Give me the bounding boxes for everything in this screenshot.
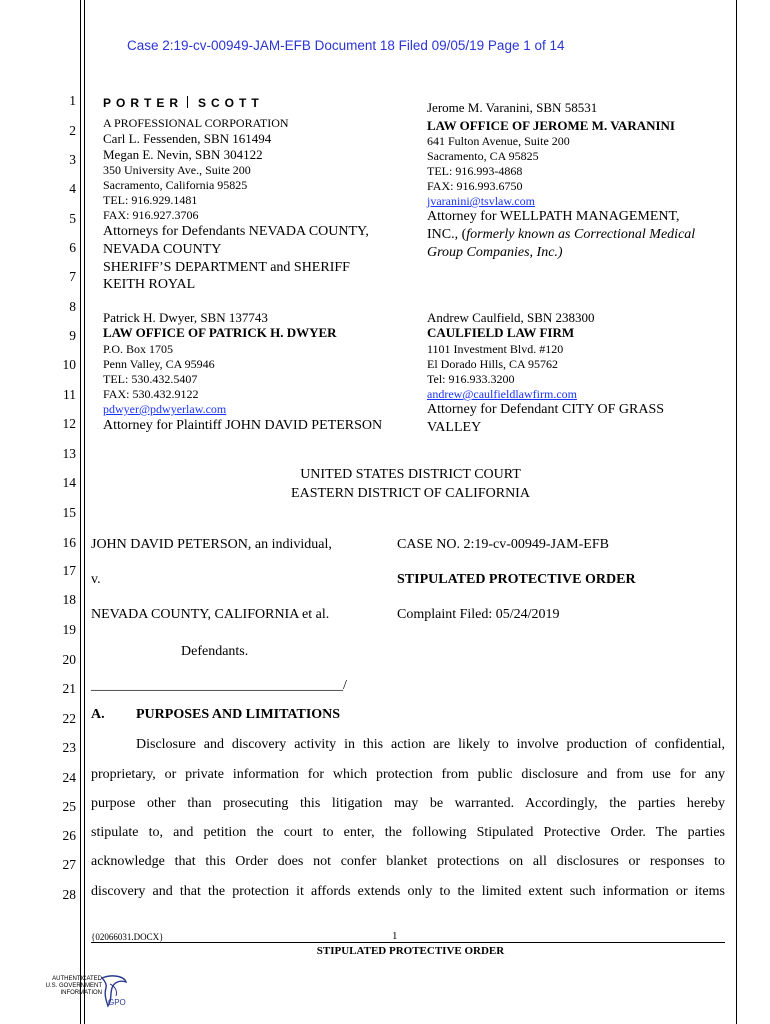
representation-line	[427, 227, 695, 243]
firm-name: LAW OFFICE OF PATRICK H. DWYER	[103, 325, 337, 340]
attorney-name: Jerome M. Varanini, SBN 58531	[427, 100, 598, 115]
document-title: STIPULATED PROTECTIVE ORDER	[397, 572, 636, 587]
line-number: 4	[69, 181, 76, 196]
representation-line: SHERIFF’S DEPARTMENT and SHERIFF	[103, 260, 350, 275]
section-heading: PURPOSES AND LIMITATIONS	[136, 707, 341, 722]
line-number: 6	[69, 240, 76, 255]
email-link[interactable]: pdwyer@pdwyerlaw.com	[103, 402, 227, 416]
line-number: 8	[69, 299, 76, 314]
firm-type: A PROFESSIONAL CORPORATION	[103, 116, 289, 130]
case-header: Case 2:19-cv-00949-JAM-EFB Document 18 Filed 09/05/19 Page 1 of 14	[127, 38, 565, 53]
firm-name: CAULFIELD LAW FIRM	[427, 325, 575, 340]
page-number: 1	[392, 930, 398, 942]
firm-logo-divider	[187, 96, 188, 108]
line-number: 14	[62, 475, 76, 490]
case-number: CASE NO. 2:19-cv-00949-JAM-EFB	[397, 537, 609, 552]
address-line: Sacramento, California 95825	[103, 178, 248, 192]
versus: v.	[91, 572, 101, 587]
defendant-name: NEVADA COUNTY, CALIFORNIA et al.	[91, 607, 330, 622]
line-number: 26	[62, 828, 76, 843]
address-line: 641 Fulton Avenue, Suite 200	[427, 134, 570, 148]
line-number: 12	[62, 416, 76, 431]
body-line: acknowledge that this Order does not confer blanket protections on all disclosures or responses to	[91, 854, 725, 869]
line-number: 1	[69, 93, 76, 108]
representation-line: Attorney for Defendant CITY OF GRASS	[427, 402, 665, 417]
left-margin-rule-inner	[84, 0, 85, 1024]
attorney-name: Patrick H. Dwyer, SBN 137743	[103, 310, 268, 325]
fax: FAX: 530.432.9122	[103, 387, 199, 401]
line-number: 24	[62, 770, 76, 785]
line-number: 11	[63, 387, 76, 402]
line-number: 19	[62, 622, 76, 637]
caption-closing-line: ____________________________________/	[91, 678, 347, 693]
representation-italic: formerly known as Correctional Medical	[466, 227, 696, 242]
telephone: TEL: 530.432.5407	[103, 372, 198, 386]
line-number: 10	[62, 357, 76, 372]
plaintiff-name: JOHN DAVID PETERSON, an individual,	[91, 537, 332, 552]
telephone: Tel: 916.933.3200	[427, 372, 515, 386]
email-link[interactable]: jvaranini@tsvlaw.com	[427, 194, 535, 208]
line-number: 17	[62, 563, 76, 578]
gpo-seal-line: AUTHENTICATED	[52, 976, 102, 982]
fax: FAX: 916.927.3706	[103, 208, 199, 222]
line-number: 27	[62, 857, 76, 872]
gpo-mark: GPO	[108, 998, 126, 1007]
line-number: 7	[69, 269, 76, 284]
attorney-name: Megan E. Nevin, SBN 304122	[103, 147, 263, 162]
body-line: discovery and that the protection it affords extends only to the limited extent such information or items	[91, 884, 725, 899]
firm-logo	[103, 96, 264, 110]
gpo-seal	[40, 972, 130, 1018]
complaint-filed: Complaint Filed: 05/24/2019	[397, 607, 560, 622]
representation-line: Attorneys for Defendants NEVADA COUNTY,	[103, 224, 369, 239]
line-number: 2	[69, 123, 76, 138]
address-line: 1101 Investment Blvd. #120	[427, 342, 564, 356]
gpo-seal-text	[40, 976, 102, 997]
representation-line: KEITH ROYAL	[103, 277, 196, 292]
right-margin-rule	[736, 0, 737, 1024]
court-district: EASTERN DISTRICT OF CALIFORNIA	[291, 486, 530, 501]
gpo-seal-line: U.S. GOVERNMENT	[45, 983, 102, 989]
address-line: P.O. Box 1705	[103, 342, 174, 356]
line-number: 15	[62, 505, 76, 520]
line-number: 23	[62, 740, 76, 755]
court-name: UNITED STATES DISTRICT COURT	[300, 467, 521, 482]
section-letter: A.	[91, 707, 105, 722]
firm-name: LAW OFFICE OF JEROME M. VARANINI	[427, 118, 675, 133]
representation-line: VALLEY	[427, 420, 482, 435]
line-number: 3	[69, 152, 76, 167]
line-number: 20	[62, 652, 76, 667]
address-line: 350 University Ave., Suite 200	[103, 163, 251, 177]
telephone: TEL: 916.993-4868	[427, 164, 523, 178]
line-number: 5	[69, 211, 76, 226]
line-number: 21	[62, 681, 76, 696]
firm-logo-right: SCOTT	[198, 96, 264, 110]
firm-logo-left: PORTER	[103, 96, 184, 110]
footer-rule	[91, 942, 725, 943]
representation-line: Attorney for WELLPATH MANAGEMENT,	[427, 209, 680, 224]
fax: FAX: 916.993.6750	[427, 179, 523, 193]
line-number: 16	[62, 535, 76, 550]
footer-title: STIPULATED PROTECTIVE ORDER	[316, 945, 505, 957]
defendants-label: Defendants.	[181, 644, 249, 659]
address-line: Penn Valley, CA 95946	[103, 357, 215, 371]
body-line: stipulate to, and petition the court to enter, the following Stipulated Protective Order. The parties	[91, 825, 725, 840]
representation-line: NEVADA COUNTY	[103, 242, 222, 257]
line-number: 18	[62, 592, 76, 607]
left-margin-rule	[80, 0, 81, 1024]
body-line: proprietary, or private information for which protection from public disclosure and from use for any	[91, 767, 725, 782]
representation-line: Group Companies, Inc.)	[427, 245, 563, 260]
line-number: 28	[62, 887, 76, 902]
gpo-seal-line: INFORMATION	[60, 990, 102, 996]
telephone: TEL: 916.929.1481	[103, 193, 198, 207]
attorney-name: Andrew Caulfield, SBN 238300	[427, 310, 595, 325]
document-id: {02066031.DOCX}	[91, 932, 164, 942]
line-number: 25	[62, 799, 76, 814]
address-line: Sacramento, CA 95825	[427, 149, 539, 163]
body-line: purpose other than prosecuting this litigation may be warranted. Accordingly, the parties hereby	[91, 796, 725, 811]
email-link[interactable]: andrew@caulfieldlawfirm.com	[427, 387, 577, 401]
line-number: 22	[62, 711, 76, 726]
attorney-name: Carl L. Fessenden, SBN 161494	[103, 131, 272, 146]
representation-line: Attorney for Plaintiff JOHN DAVID PETERSON	[103, 418, 383, 433]
address-line: El Dorado Hills, CA 95762	[427, 357, 558, 371]
body-line: Disclosure and discovery activity in this action are likely to involve production of confidential,	[136, 737, 725, 752]
representation-text: INC., (	[427, 227, 467, 242]
line-number: 9	[69, 328, 76, 343]
line-number: 13	[62, 446, 76, 461]
